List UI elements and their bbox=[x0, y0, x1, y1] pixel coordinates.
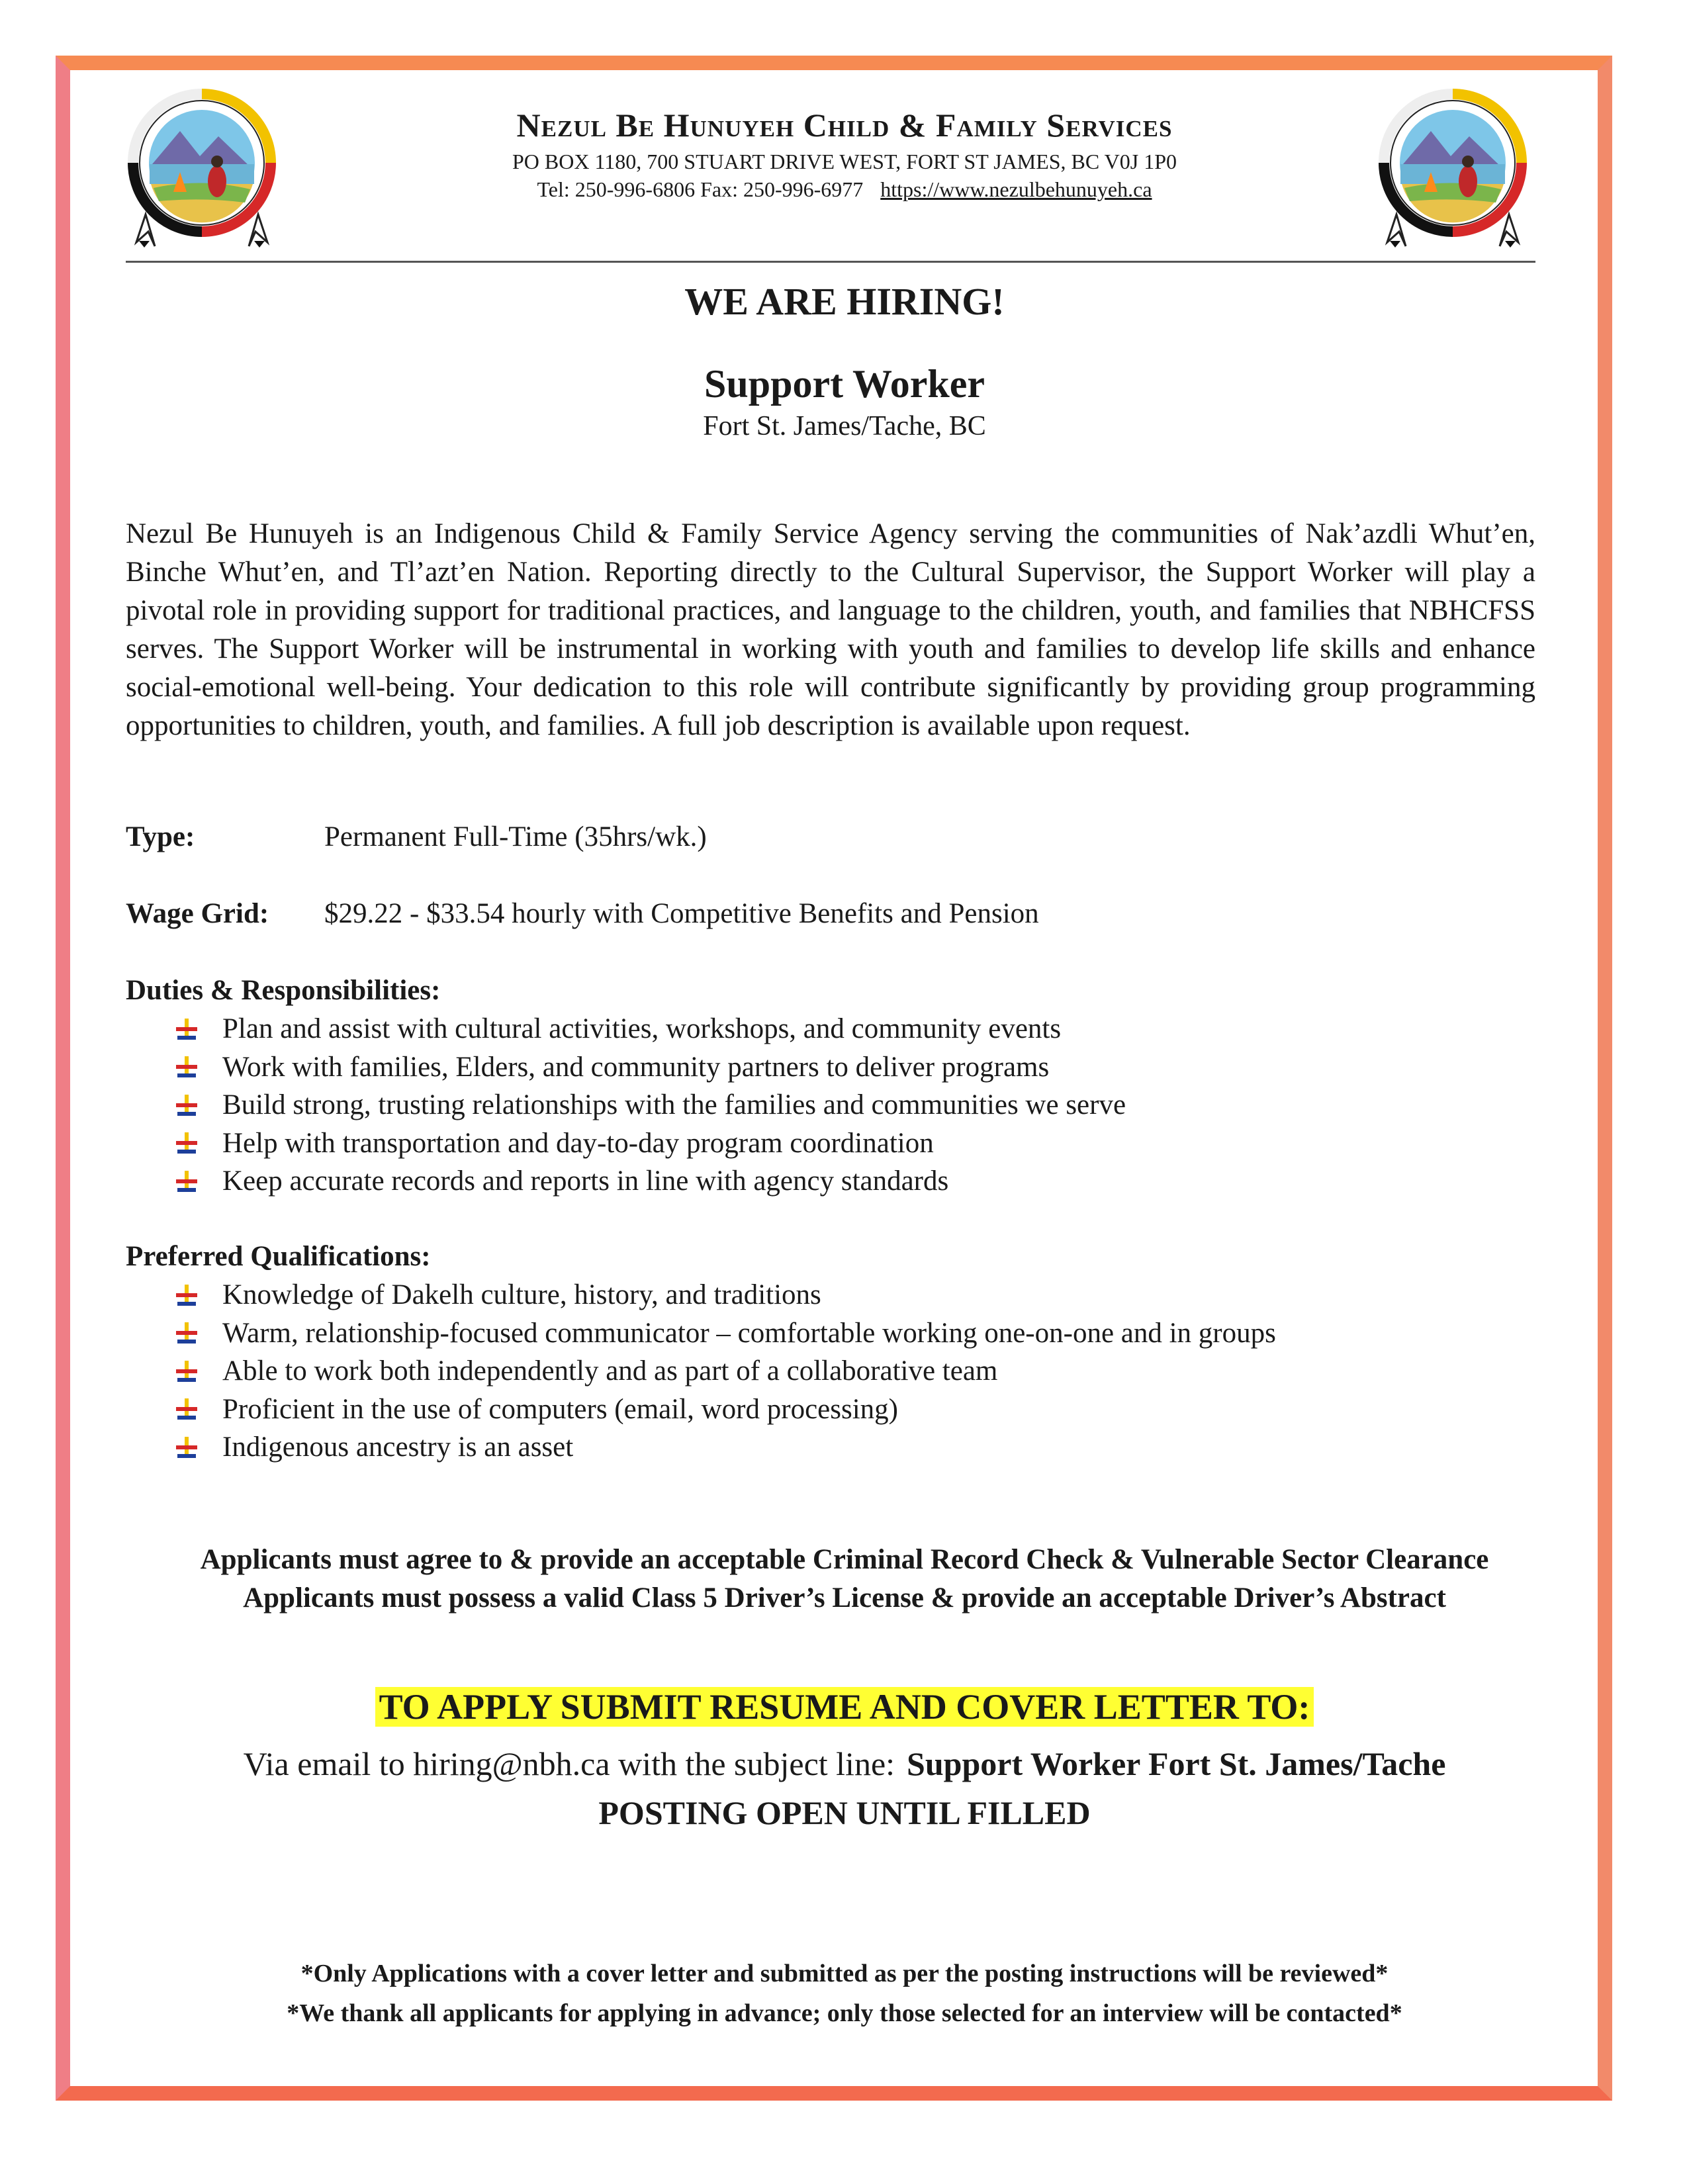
org-contact-line bbox=[0, 177, 1689, 202]
medicine-arrow-bullet-icon bbox=[173, 1092, 200, 1118]
medicine-arrow-bullet-icon bbox=[173, 1396, 200, 1422]
duties-heading: Duties & Responsibilities: bbox=[126, 975, 441, 1006]
list-item: Proficient in the use of computers (email, word processing) bbox=[173, 1390, 1276, 1429]
header-divider bbox=[126, 261, 1535, 263]
org-phone-fax: Tel: 250-996-6806 Fax: 250-996-6977 bbox=[537, 177, 864, 201]
posting-status: POSTING OPEN UNTIL FILLED bbox=[598, 1794, 1091, 1831]
apply-subject-line: Support Worker Fort St. James/Tache bbox=[907, 1745, 1446, 1782]
list-item: Help with transportation and day-to-day program coordination bbox=[173, 1124, 1126, 1163]
org-address: PO BOX 1180, 700 STUART DRIVE WEST, FORT ST JAMES, BC V0J 1P0 bbox=[512, 150, 1177, 173]
apply-heading: TO APPLY SUBMIT RESUME AND COVER LETTER TO: bbox=[375, 1687, 1314, 1727]
medicine-arrow-bullet-icon bbox=[173, 1054, 200, 1080]
medicine-arrow-bullet-icon bbox=[173, 1168, 200, 1195]
intro-paragraph: Nezul Be Hunuyeh is an Indigenous Child & Family Service Agency serving the communities of Nak’azdli Whut’en, Binche Whut’en, and Tl’azt’en Nation. Reporting directly to the Cultural Supervisor, the Support Worker will play a pivotal role in providing support for traditional practices, and language to the children, youth, and families that NBHCFSS serves. The Support Worker will be instrumental in working with youth and families to develop life skills and enhance social-emotional well-being. Your dedication to this role will contribute significantly by providing group programming opportunities to children, youth, and families. A full job description is available upon request. bbox=[126, 518, 1535, 741]
requirement-drivers-license: Applicants must possess a valid Class 5 Driver’s License & provide an acceptable Driver’s Abstract bbox=[243, 1582, 1446, 1614]
list-item: Knowledge of Dakelh culture, history, and traditions bbox=[173, 1276, 1276, 1314]
footnote-thanks: *We thank all applicants for applying in advance; only those selected for an interview will be contacted* bbox=[287, 1999, 1402, 2027]
list-item: Build strong, trusting relationships with the families and communities we serve bbox=[173, 1086, 1126, 1124]
org-website-link[interactable]: https://www.nezulbehunuyeh.ca bbox=[880, 177, 1152, 201]
medicine-arrow-bullet-icon bbox=[173, 1358, 200, 1385]
wage-value: $29.22 - $33.54 hourly with Competitive Benefits and Pension bbox=[324, 898, 1039, 929]
hiring-headline: WE ARE HIRING! bbox=[684, 280, 1005, 323]
apply-email-text: Via email to hiring@nbh.ca with the subject line: bbox=[243, 1745, 895, 1782]
requirement-background-check: Applicants must agree to & provide an acceptable Criminal Record Check & Vulnerable Sector Clearance bbox=[200, 1544, 1489, 1575]
apply-instructions bbox=[0, 1745, 1689, 1783]
job-title: Support Worker bbox=[704, 362, 985, 406]
job-location: Fort St. James/Tache, BC bbox=[703, 411, 986, 441]
qualifications-heading: Preferred Qualifications: bbox=[126, 1241, 431, 1272]
list-item: Plan and assist with cultural activities, workshops, and community events bbox=[173, 1010, 1126, 1048]
wage-label: Wage Grid: bbox=[126, 898, 269, 929]
list-item: Warm, relationship-focused communicator – comfortable working one-on-one and in groups bbox=[173, 1314, 1276, 1353]
qualifications-list bbox=[173, 1276, 1276, 1467]
footnote-cover-letter: *Only Applications with a cover letter and submitted as per the posting instructions will be reviewed* bbox=[300, 1960, 1389, 1987]
job-type-label: Type: bbox=[126, 821, 195, 852]
medicine-arrow-bullet-icon bbox=[173, 1434, 200, 1461]
medicine-arrow-bullet-icon bbox=[173, 1130, 200, 1156]
list-item: Able to work both independently and as part of a collaborative team bbox=[173, 1352, 1276, 1390]
org-name: Nezul Be Hunuyeh Child & Family Services bbox=[516, 107, 1173, 144]
medicine-arrow-bullet-icon bbox=[173, 1282, 200, 1308]
medicine-arrow-bullet-icon bbox=[173, 1320, 200, 1346]
job-type-row bbox=[126, 821, 707, 853]
job-type-value: Permanent Full-Time (35hrs/wk.) bbox=[324, 821, 707, 852]
list-item: Keep accurate records and reports in line with agency standards bbox=[173, 1162, 1126, 1201]
wage-row bbox=[126, 897, 1039, 930]
duties-list bbox=[173, 1010, 1126, 1201]
apply-heading-row bbox=[0, 1686, 1689, 1727]
list-item: Indigenous ancestry is an asset bbox=[173, 1428, 1276, 1467]
medicine-arrow-bullet-icon bbox=[173, 1016, 200, 1042]
list-item: Work with families, Elders, and community partners to deliver programs bbox=[173, 1048, 1126, 1087]
